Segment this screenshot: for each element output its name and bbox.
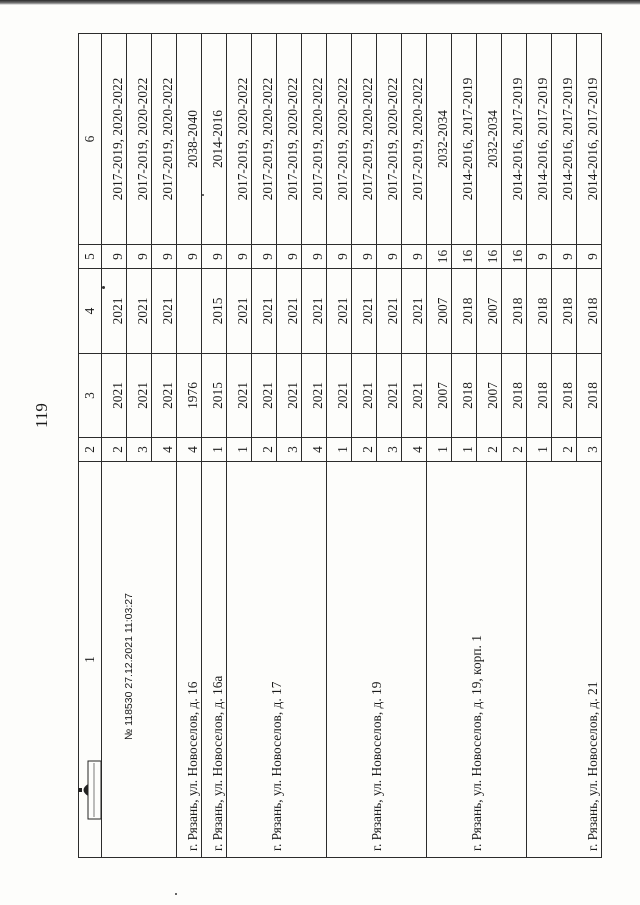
scan-speck: [202, 194, 204, 196]
entrance-cell: 2: [102, 438, 127, 462]
year-cell: 2018: [452, 269, 477, 354]
floors-cell: 9: [202, 245, 227, 269]
entrance-cell: 3: [277, 438, 302, 462]
period-cell: 2038-2040: [177, 34, 202, 245]
address-cell: г. Рязань, ул. Новоселов, д. 17: [227, 462, 327, 858]
table-row: [227, 34, 252, 858]
period-cell: 2017-2019, 2020-2022: [102, 34, 127, 245]
floors-cell: 9: [102, 245, 127, 269]
table-row: [202, 34, 227, 858]
year-cell: 2007: [427, 269, 452, 354]
floors-cell: 9: [377, 245, 402, 269]
floors-cell: 9: [527, 245, 552, 269]
document-stamp: № 118530 27.12.2021 11:03:27: [123, 593, 135, 740]
year-cell: 2021: [402, 269, 427, 354]
scan-speck: [102, 286, 105, 289]
year-cell: 2018: [452, 354, 477, 438]
year-cell: 2015: [202, 354, 227, 438]
period-cell: 2014-2016, 2017-2019: [552, 34, 577, 245]
entrance-cell: 1: [427, 438, 452, 462]
entrance-cell: 1: [452, 438, 477, 462]
year-cell: 1976: [177, 354, 202, 438]
floors-cell: 9: [577, 245, 602, 269]
year-cell: 2021: [352, 269, 377, 354]
floors-cell: 16: [452, 245, 477, 269]
col-header-3: 3: [79, 354, 102, 438]
year-cell: 2018: [552, 354, 577, 438]
year-cell: 2021: [127, 354, 152, 438]
scan-speck: [175, 893, 177, 895]
year-cell: 2021: [252, 269, 277, 354]
address-cell: г. Рязань, ул. Новоселов, д. 19: [327, 462, 427, 858]
year-cell: 2021: [327, 354, 352, 438]
rotated-table-wrapper: [78, 33, 602, 858]
entrance-cell: 2: [252, 438, 277, 462]
period-cell: 2014-2016, 2017-2019: [577, 34, 602, 245]
period-cell: 2014-2016, 2017-2019: [502, 34, 527, 245]
floors-cell: 9: [177, 245, 202, 269]
entrance-cell: 3: [377, 438, 402, 462]
period-cell: 2017-2019, 2020-2022: [377, 34, 402, 245]
floors-cell: 9: [352, 245, 377, 269]
period-cell: 2014-2016, 2017-2019: [452, 34, 477, 245]
period-cell: 2017-2019, 2020-2022: [252, 34, 277, 245]
government-logo: [76, 760, 102, 820]
year-cell: 2018: [527, 354, 552, 438]
year-cell: 2021: [302, 269, 327, 354]
year-cell: 2021: [227, 269, 252, 354]
entrance-cell: 2: [477, 438, 502, 462]
table-body: [79, 34, 602, 858]
entrance-cell: 2: [502, 438, 527, 462]
entrance-cell: 3: [127, 438, 152, 462]
year-cell: 2021: [127, 269, 152, 354]
year-cell: 2021: [352, 354, 377, 438]
floors-cell: 16: [502, 245, 527, 269]
year-cell: 2021: [277, 269, 302, 354]
floors-cell: 9: [402, 245, 427, 269]
address-cell: г. Рязань, ул. Новоселов, д. 19, корп. 1: [427, 462, 527, 858]
entrance-cell: 4: [152, 438, 177, 462]
page-number: 119: [32, 403, 51, 428]
floors-cell: 9: [227, 245, 252, 269]
address-cell: г. Рязань, ул. Новоселов, д. 21: [527, 462, 602, 858]
period-cell: 2017-2019, 2020-2022: [127, 34, 152, 245]
address-cell: [102, 462, 177, 858]
housing-repair-table: [78, 33, 602, 858]
year-cell: 2007: [477, 269, 502, 354]
address-cell: г. Рязань, ул. Новоселов, д. 16а: [202, 462, 227, 858]
address-cell: г. Рязань, ул. Новоселов, д. 16: [177, 462, 202, 858]
year-cell: 2018: [527, 269, 552, 354]
year-cell: 2021: [377, 269, 402, 354]
year-cell: 2021: [227, 354, 252, 438]
year-cell: 2021: [102, 354, 127, 438]
year-cell: 2018: [577, 269, 602, 354]
year-cell: 2018: [552, 269, 577, 354]
floors-cell: 16: [427, 245, 452, 269]
period-cell: 2017-2019, 2020-2022: [152, 34, 177, 245]
floors-cell: 9: [152, 245, 177, 269]
period-cell: 2017-2019, 2020-2022: [327, 34, 352, 245]
year-cell: 2021: [327, 269, 352, 354]
table-row: [427, 34, 452, 858]
floors-cell: 16: [477, 245, 502, 269]
col-header-6: 6: [79, 34, 102, 245]
period-cell: 2017-2019, 2020-2022: [402, 34, 427, 245]
entrance-cell: 2: [552, 438, 577, 462]
entrance-cell: 4: [302, 438, 327, 462]
year-cell: [177, 269, 202, 354]
col-header-2: 2: [79, 438, 102, 462]
floors-cell: 9: [127, 245, 152, 269]
entrance-cell: 1: [227, 438, 252, 462]
floors-cell: 9: [552, 245, 577, 269]
floors-cell: 9: [327, 245, 352, 269]
year-cell: 2021: [152, 269, 177, 354]
period-cell: 2017-2019, 2020-2022: [227, 34, 252, 245]
floors-cell: 9: [252, 245, 277, 269]
year-cell: 2021: [377, 354, 402, 438]
entrance-cell: 4: [402, 438, 427, 462]
period-cell: 2014-2016: [202, 34, 227, 245]
col-header-5: 5: [79, 245, 102, 269]
entrance-cell: 2: [352, 438, 377, 462]
year-cell: 2021: [402, 354, 427, 438]
entrance-cell: 1: [327, 438, 352, 462]
table-row: [327, 34, 352, 858]
scan-top-edge: [0, 0, 640, 5]
entrance-cell: 4: [177, 438, 202, 462]
floors-cell: 9: [302, 245, 327, 269]
table-row: [177, 34, 202, 858]
period-cell: 2017-2019, 2020-2022: [352, 34, 377, 245]
entrance-cell: 1: [202, 438, 227, 462]
header-row: [79, 34, 102, 858]
year-cell: 2021: [152, 354, 177, 438]
col-header-4: 4: [79, 269, 102, 354]
col-header-1: 1: [79, 462, 102, 858]
period-cell: 2014-2016, 2017-2019: [527, 34, 552, 245]
period-cell: 2032-2034: [427, 34, 452, 245]
year-cell: 2018: [502, 269, 527, 354]
year-cell: 2021: [252, 354, 277, 438]
year-cell: 2018: [502, 354, 527, 438]
period-cell: 2032-2034: [477, 34, 502, 245]
table-row: [527, 34, 552, 858]
year-cell: 2021: [277, 354, 302, 438]
year-cell: 2021: [302, 354, 327, 438]
year-cell: 2007: [427, 354, 452, 438]
period-cell: 2017-2019, 2020-2022: [302, 34, 327, 245]
period-cell: 2017-2019, 2020-2022: [277, 34, 302, 245]
year-cell: 2021: [102, 269, 127, 354]
floors-cell: 9: [277, 245, 302, 269]
year-cell: 2007: [477, 354, 502, 438]
year-cell: 2018: [577, 354, 602, 438]
entrance-cell: 1: [527, 438, 552, 462]
entrance-cell: 3: [577, 438, 602, 462]
year-cell: 2015: [202, 269, 227, 354]
